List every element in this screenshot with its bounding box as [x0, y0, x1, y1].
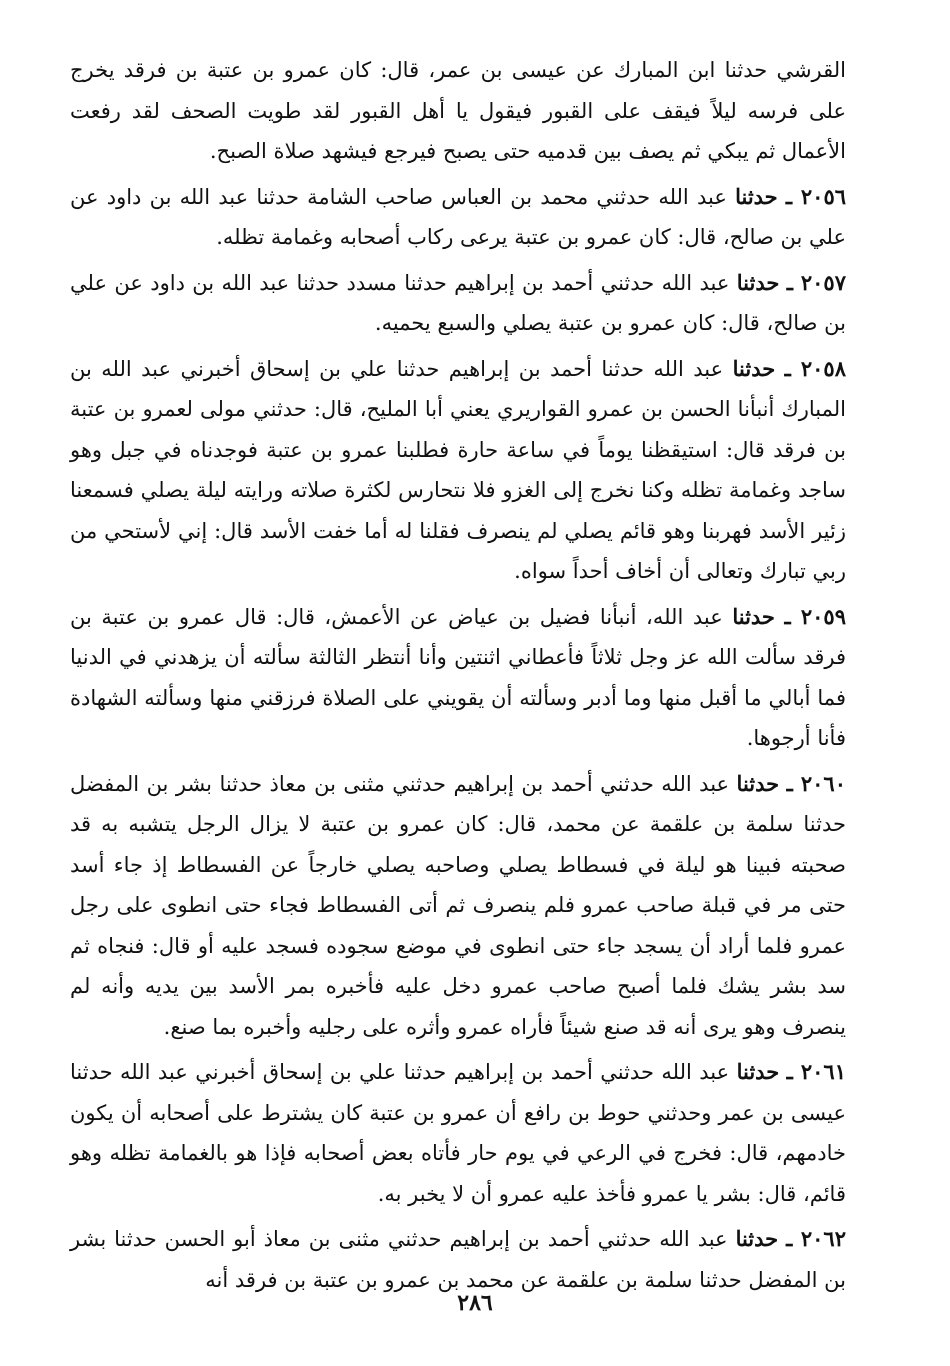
hadith-number: ٢٠٥٩ ـ	[784, 603, 846, 629]
hadith-entry	[70, 349, 846, 592]
hadith-number: ٢٠٦٠ ـ	[786, 770, 846, 796]
hadith-text: عبد الله، أنبأنا فضيل بن عياض عن الأعمش، قال: قال عمرو بن عتبة بن فرقد سألت الله عز وجل ثلاثاً فأعطاني اثنتين وأنا أنتظر الثالثة سألته أن يزهدني في الدنيا فما أبالي ما أقبل منها وما أدبر وسألته أن يقويني على الصلاة فرزقني منها وسألته الشهادة فأنا أرجوها.	[70, 604, 846, 750]
hadith-text: عبد الله حدثني أحمد بن إبراهيم حدثنا علي بن إسحاق أخبرني عبد الله حدثنا عيسى بن عمر وحدثني حوط بن رافع أن عمرو بن عتبة كان يشترط على أصحابه أن يكون خادمهم، قال: فخرج في الرعي في يوم حار فأتاه بعض أصحابه فإذا هو بالغمامة تظله وهو قائم، قال: بشر يا عمرو فأخذ عليه عمرو أن لا يخبر به.	[70, 1060, 846, 1206]
hadith-text: عبد الله حدثني أحمد بن إبراهيم حدثنا مسدد حدثنا عبد الله بن داود عن علي بن صالح، قال: كان عمرو بن عتبة يصلي والسبع يحميه.	[70, 270, 846, 335]
hadith-number: ٢٠٥٨ ـ	[784, 355, 846, 381]
hadith-number: ٢٠٦١ ـ	[786, 1059, 846, 1084]
hadith-number: ٢٠٥٦ ـ	[785, 183, 847, 209]
page-number: ٢٨٦	[457, 1290, 493, 1316]
hadith-entry	[70, 1219, 846, 1300]
hadith-entry	[70, 177, 846, 258]
hadith-lead: حدثنا	[732, 355, 776, 381]
hadith-lead: حدثنا	[735, 183, 778, 209]
hadith-lead: حدثنا	[735, 1226, 779, 1251]
hadith-entry	[70, 263, 846, 344]
hadith-entry	[70, 1052, 846, 1214]
hadith-text: عبد الله حدثنا أحمد بن إبراهيم حدثنا علي بن إسحاق أخبرني عبد الله بن المبارك أنبأنا الحسن بن عمرو القواريري يعني أبا المليح، قال: حدثني مولى لعمرو بن عتبة بن فرقد قال: استيقظنا يوماً في ساعة حارة فطلبنا عمرو بن عتبة فوجدناه في جبل وهو ساجد وغمامة تظله وكنا نخرج إلى الغزو فلا نتحارس لكثرة صلاته ورايته ليلة يصلي فسمعنا زئير الأسد فهربنا وهو قائم يصلي لم ينصرف فقلنا له أما خفت الأسد قال: إني لأستحي من ربي تبارك وتعالى أن أخاف أحداً سواه.	[70, 356, 846, 583]
hadith-lead: حدثنا	[732, 603, 775, 629]
continuation-paragraph	[70, 50, 846, 172]
hadith-lead: حدثنا	[736, 770, 780, 796]
continuation-text: القرشي حدثنا ابن المبارك عن عيسى بن عمر، قال: كان عمرو بن عتبة بن فرقد يخرج على فرسه ليلاً فيقف على القبور فيقول يا أهل القبور لقد طويت الصحف لقد رفعت الأعمال ثم يبكي ثم يصف بين قدميه حتى يصبح فيرجع فيشهد صلاة الصبح.	[70, 58, 846, 163]
hadith-number: ٢٠٦٢ ـ	[786, 1226, 846, 1251]
hadith-entry	[70, 764, 846, 1048]
hadith-lead: حدثنا	[736, 1059, 780, 1084]
hadith-text: عبد الله حدثني أحمد بن إبراهيم حدثني مثنى بن معاذ أبو الحسن حدثنا بشر بن المفضل حدثنا سلمة بن علقمة عن محمد بن عمرو بن عتبة بن فرقد أنه	[70, 1227, 846, 1292]
hadith-entry	[70, 597, 846, 759]
hadith-text: عبد الله حدثني أحمد بن إبراهيم حدثني مثنى بن معاذ حدثنا بشر بن المفضل حدثنا سلمة بن علقمة عن محمد، قال: كان عمرو بن عتبة لا يزال الرجل يتشبه به قد صحبته فبينا هو ليلة في فسطاط يصلي وصاحبه يصلي خارجاً عن الفسطاط إذ جاء أسد حتى مر في قبلة صاحب عمرو فلم ينصرف ثم أتى الفسطاط فجاء حتى انطوى على رجل عمرو فلما أراد أن يسجد جاء حتى انطوى في موضع سجوده فسجد عليه أو قال: فنجاه ثم سد بشر يشك فلما أصبح صاحب عمرو دخل عليه فأخبره بمر الأسد بين يديه وأنه لم ينصرف وهو يرى أنه قد صنع شيئاً فأراه عمرو وأثره على رجليه وأخبره بما صنع.	[70, 771, 846, 1039]
hadith-number: ٢٠٥٧ ـ	[786, 269, 846, 295]
book-page	[70, 50, 846, 1305]
hadith-lead: حدثنا	[736, 269, 780, 295]
hadith-text: عبد الله حدثني محمد بن العباس صاحب الشامة حدثنا عبد الله بن داود عن علي بن صالح، قال: كان عمرو بن عتبة يرعى ركاب أصحابه وغمامة تظله.	[70, 184, 846, 249]
